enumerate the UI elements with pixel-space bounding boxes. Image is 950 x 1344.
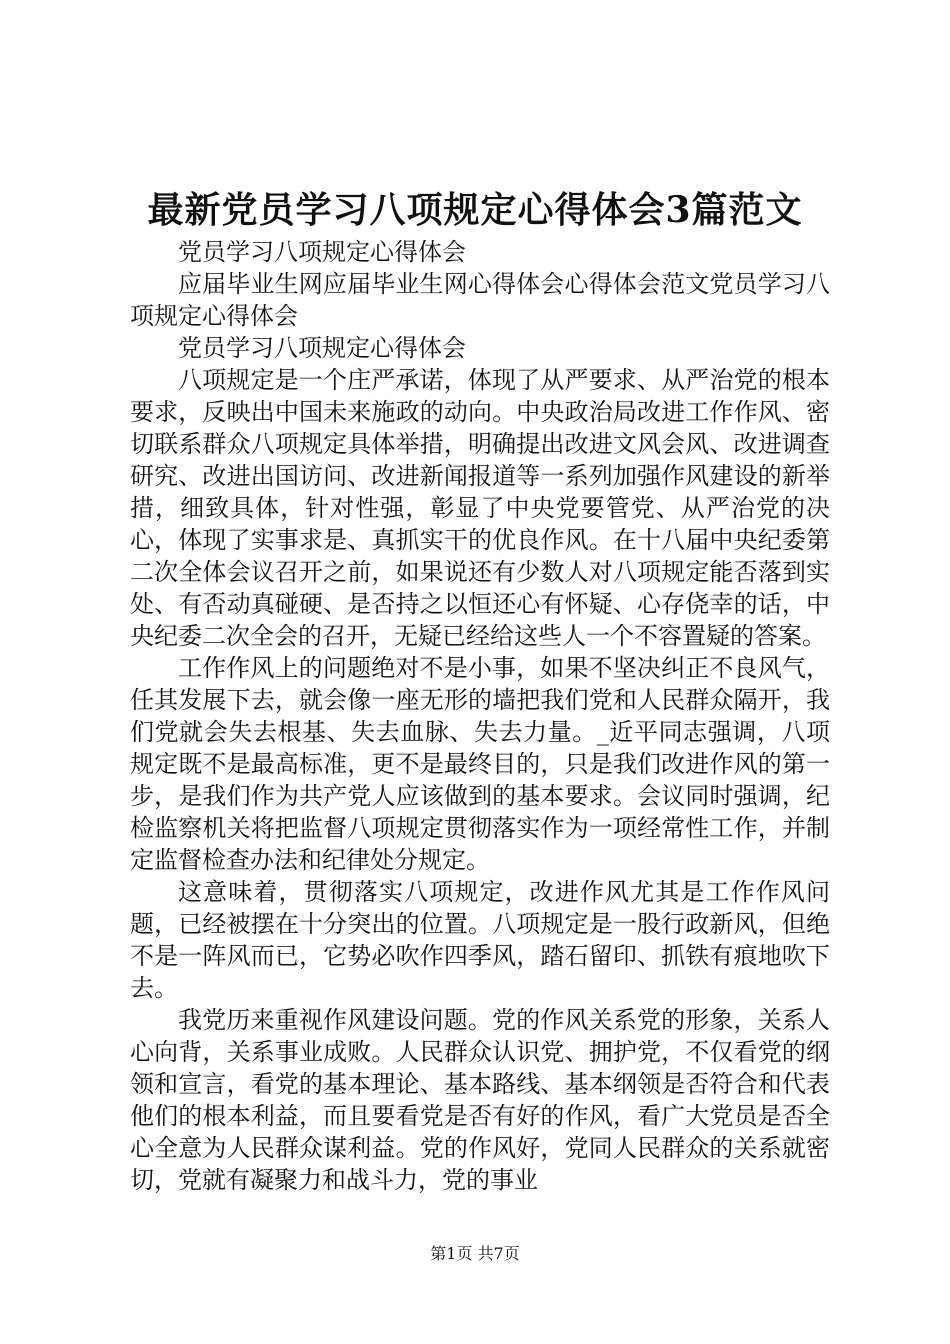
paragraph-subtitle: 党员学习八项规定心得体会	[178, 238, 466, 266]
paragraph-body: 我党历来重视作风建设问题。党的作风关系党的形象，关系人心向背，关系事业成败。人民群众认识党、拥护党，不仅看党的纲领和宣言，看党的基本理论、基本路线、基本纲领是否符合和代表他们的根本利益，而且要看党是否有好的作风，看广大党员是否全心全意为人民群众谋利益。党的作风好，党同人民群众的关系就密切，党就有凝聚力和战斗力，党的事业	[130, 1006, 830, 1194]
paragraph-body: 八项规定是一个庄严承诺，体现了从严要求、从严治党的根本要求，反映出中国未来施政的动向。中央政治局改进工作作风、密切联系群众八项规定具体举措，明确提出改进文风会风、改进调查研究、改进出国访问、改进新闻报道等一系列加强作风建设的新举措，细致具体，针对性强，彰显了中央党要管党、从严治党的决心，体现了实事求是、真抓实干的优良作风。在十八届中央纪委第二次全体会议召开之前，如果说还有少数人对八项规定能否落到实处、有否动真碰硬、是否持之以恒还心有怀疑、心存侥幸的话，中央纪委二次全会的召开，无疑已经给这些人一个不容置疑的答案。	[130, 366, 830, 650]
paragraph-heading: 党员学习八项规定心得体会	[178, 334, 466, 362]
paragraph-body: 工作作风上的问题绝对不是小事，如果不坚决纠正不良风气，任其发展下去，就会像一座无形的墙把我们党和人民群众隔开，我们党就会失去根基、失去血脉、失去力量。_近平同志强调，八项规定既不是最高标准，更不是最终目的，只是我们改进作风的第一步，是我们作为共产党人应该做到的基本要求。会议同时强调，纪检监察机关将把监督八项规定贯彻落实作为一项经常性工作，并制定监督检查办法和纪律处分规定。	[130, 654, 830, 874]
paragraph-body: 这意味着，贯彻落实八项规定，改进作风尤其是工作作风问题，已经被摆在十分突出的位置。八项规定是一股行政新风，但绝不是一阵风而已，它势必吹作四季风，踏石留印、抓铁有痕地吹下去。	[130, 878, 830, 1002]
document-title: 最新党员学习八项规定心得体会3篇范文	[147, 189, 803, 231]
page-number-footer: 第1页 共7页	[430, 1244, 520, 1263]
paragraph-source: 应届毕业生网应届毕业生网心得体会心得体会范文党员学习八项规定心得体会	[130, 270, 830, 330]
document-body	[130, 236, 830, 1196]
